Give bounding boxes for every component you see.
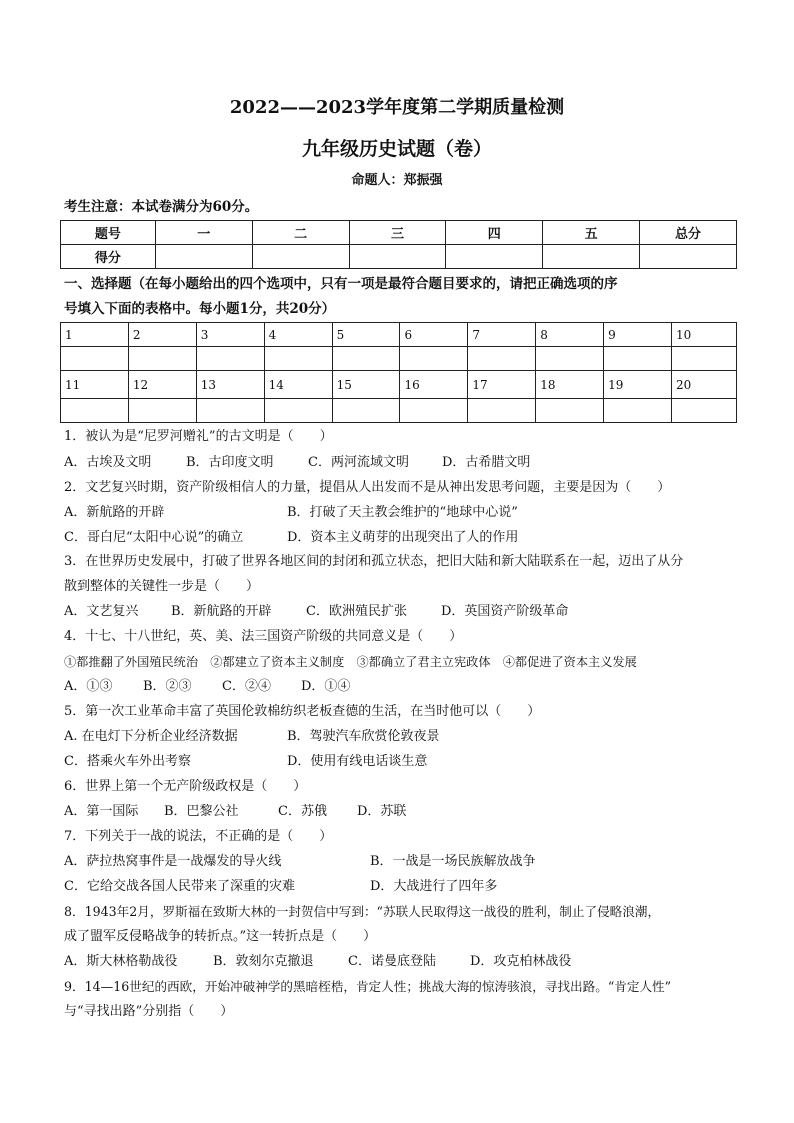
answer-blank	[604, 347, 672, 371]
score-blank	[543, 245, 640, 269]
question-6-option-d: D．苏联	[357, 804, 407, 819]
question-7-option-a: A．萨拉热窝事件是一战爆发的导火线	[64, 854, 282, 869]
question-6-stem: 6．世界上第一个无产阶级政权是（ ）	[64, 779, 307, 794]
answer-blank	[400, 399, 468, 423]
answer-blank	[128, 399, 196, 423]
answer-grid	[60, 322, 737, 423]
question-8-option-a: A．斯大林格勒战役	[64, 954, 178, 969]
answer-blank	[536, 347, 604, 371]
score-cell-section: 二	[252, 221, 349, 245]
answer-number: 20	[672, 371, 737, 399]
question-7-option-b: B．一战是一场民族解放战争	[370, 854, 536, 869]
score-blank	[640, 245, 737, 269]
question-3-option-a: A．文艺复兴	[64, 604, 139, 619]
answer-blank	[128, 347, 196, 371]
question-8-stem-line2: 成了盟军反侵略战争的转折点。”这一转折点是（ ）	[64, 929, 377, 944]
answer-number: 18	[536, 371, 604, 399]
question-1-option-d: D．古希腊文明	[442, 455, 531, 470]
score-blank	[155, 245, 252, 269]
question-1-option-c: C．两河流域文明	[308, 455, 409, 470]
question-2-option-b: B．打破了天主教会维护的“地球中心说”	[287, 505, 518, 520]
score-header-row	[61, 221, 737, 245]
answer-blank	[468, 399, 536, 423]
answer-number-row	[61, 371, 737, 399]
question-3-stem-line2: 散到整体的关键性一步是（ ）	[64, 579, 260, 594]
score-cell-section: 一	[155, 221, 252, 245]
question-4-stem: 4．十七、十八世纪，英、美、法三国资产阶级的共同意义是（ ）	[64, 629, 463, 644]
answer-number: 15	[332, 371, 400, 399]
exam-title: 2022——2023学年度第二学期质量检测	[229, 97, 565, 118]
answer-blank	[264, 399, 332, 423]
answer-number: 9	[604, 323, 672, 347]
score-blank	[446, 245, 543, 269]
question-8-stem-line1: 8．1943年2月，罗斯福在致斯大林的一封贺信中写到：“苏联人民取得这一战役的胜利，制止了侵略浪潮，	[64, 904, 661, 919]
answer-number-row	[61, 323, 737, 347]
question-1-option-a: A．古埃及文明	[64, 455, 152, 470]
question-4-option-c: C．②④	[222, 679, 271, 694]
answer-blank	[264, 347, 332, 371]
score-cell-label: 题号	[61, 221, 156, 245]
answer-number: 1	[61, 323, 129, 347]
question-7-stem: 7．下列关于一战的说法，不正确的是（ ）	[64, 829, 333, 844]
question-4-option-d: D．①④	[301, 679, 351, 694]
question-3-option-d: D．英国资产阶级革命	[441, 604, 569, 619]
answer-blank	[61, 399, 129, 423]
question-8-option-b: B．敦刻尔克撤退	[213, 954, 314, 969]
answer-blank	[196, 399, 264, 423]
answer-blank	[332, 399, 400, 423]
question-6-option-b: B．巴黎公社	[164, 804, 239, 819]
author-line: 命题人：郑振强	[351, 173, 443, 188]
answer-number: 19	[604, 371, 672, 399]
answer-number: 17	[468, 371, 536, 399]
question-6-option-c: C．苏俄	[278, 804, 327, 819]
answer-blank-row	[61, 399, 737, 423]
answer-number: 12	[128, 371, 196, 399]
answer-blank	[196, 347, 264, 371]
question-1-stem: 1．被认为是“尼罗河赠礼”的古文明是（ ）	[64, 429, 333, 444]
question-3-stem-line1: 3．在世界历史发展中，打破了世界各地区间的封闭和孤立状态，把旧大陆和新大陆联系在一起，迈出了从分	[64, 554, 684, 569]
answer-number: 6	[400, 323, 468, 347]
answer-blank	[536, 399, 604, 423]
score-table	[60, 220, 737, 269]
answer-number: 5	[332, 323, 400, 347]
question-3-option-c: C．欧洲殖民扩张	[306, 604, 407, 619]
answer-blank	[468, 347, 536, 371]
answer-blank	[672, 347, 737, 371]
question-5-option-d: D．使用有线电话谈生意	[287, 754, 428, 769]
question-8-option-c: C．诺曼底登陆	[348, 954, 436, 969]
section1-heading-line2: 号填入下面的表格中。每小题1分，共20分）	[64, 301, 336, 317]
question-4-statements: ①都推翻了外国殖民统治 ②都建立了资本主义制度 ③都确立了君主立宪政体 ④都促进了资本主义发展	[64, 655, 637, 669]
score-blank	[349, 245, 446, 269]
answer-blank	[332, 347, 400, 371]
answer-blank	[604, 399, 672, 423]
question-2-stem: 2．文艺复兴时期，资产阶级相信人的力量，提倡从人出发而不是从神出发思考问题，主要是因为（ ）	[64, 480, 671, 495]
question-2-option-d: D．资本主义萌芽的出现突出了人的作用	[287, 530, 519, 545]
question-1-option-b: B．古印度文明	[186, 455, 274, 470]
question-8-option-d: D．攻克柏林战役	[470, 954, 572, 969]
section1-heading-line1: 一、选择题（在每小题给出的四个选项中，只有一项是最符合题目要求的，请把正确选项的序	[64, 276, 618, 292]
question-5-stem: 5．第一次工业革命丰富了英国伦敦棉纺织老板查德的生活，在当时他可以（ ）	[64, 704, 541, 719]
question-5-option-c: C．搭乘火车外出考察	[64, 754, 191, 769]
candidate-notice: 考生注意：本试卷满分为60分。	[64, 199, 259, 215]
exam-subtitle: 九年级历史试题（卷）	[301, 138, 492, 160]
question-5-option-b: B．驾驶汽车欣赏伦敦夜景	[287, 729, 440, 744]
score-value-row	[61, 245, 737, 269]
answer-blank	[672, 399, 737, 423]
question-2-option-a: A．新航路的开辟	[64, 505, 165, 520]
score-cell-section: 五	[543, 221, 640, 245]
question-7-option-c: C．它给交战各国人民带来了深重的灾难	[64, 879, 295, 894]
question-4-option-a: A．①③	[64, 679, 113, 694]
question-3-option-b: B．新航路的开辟	[171, 604, 272, 619]
answer-number: 13	[196, 371, 264, 399]
section1-heading	[64, 272, 736, 322]
answer-number: 7	[468, 323, 536, 347]
question-4-option-b: B．②③	[143, 679, 192, 694]
score-blank	[252, 245, 349, 269]
answer-number: 2	[128, 323, 196, 347]
score-cell-total: 总分	[640, 221, 737, 245]
answer-blank-row	[61, 347, 737, 371]
question-9-stem-line2: 与“寻找出路”分别指（ ）	[64, 1004, 234, 1019]
question-6-option-a: A．第一国际	[64, 804, 139, 819]
answer-number: 8	[536, 323, 604, 347]
question-9-stem-line1: 9．14—16世纪的西欧，开始冲破神学的黑暗桎梏，肯定人性；挑战大海的惊涛骇浪，寻找出路。“肯定人性”	[64, 979, 672, 994]
question-7-option-d: D．大战进行了四年多	[370, 879, 498, 894]
score-cell-section: 四	[446, 221, 543, 245]
question-2-option-c: C．哥白尼“太阳中心说”的确立	[64, 530, 244, 545]
answer-number: 16	[400, 371, 468, 399]
score-row-label: 得分	[61, 245, 156, 269]
question-5-option-a: A. 在电灯下分析企业经济数据	[64, 729, 238, 744]
answer-number: 4	[264, 323, 332, 347]
score-cell-section: 三	[349, 221, 446, 245]
answer-blank	[400, 347, 468, 371]
answer-number: 14	[264, 371, 332, 399]
answer-number: 3	[196, 323, 264, 347]
answer-blank	[61, 347, 129, 371]
answer-number: 11	[61, 371, 129, 399]
answer-number: 10	[672, 323, 737, 347]
